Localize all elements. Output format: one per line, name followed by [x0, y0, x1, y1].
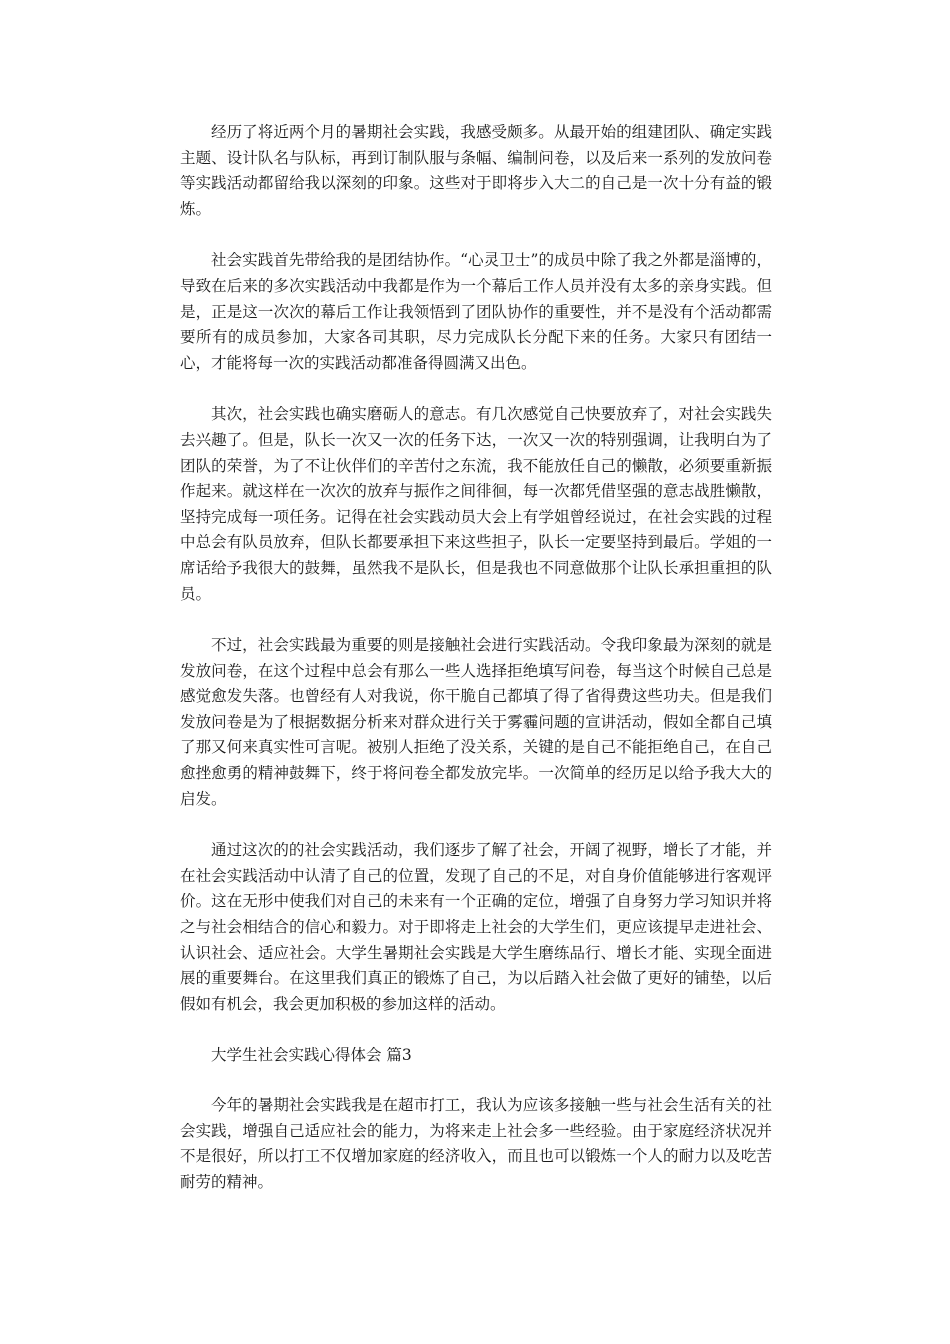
paragraph-2: 社会实践首先带给我的是团结协作。“心灵卫士”的成员中除了我之外都是淄博的，导致在后来的多次实践活动中我都是作为一个幕后工作人员并没有太多的亲身实践。但是，正是这一次次的幕后工作让我领悟到了团队协作的重要性，并不是没有个活动都需要所有的成员参加，大家各司其职，尽力完成队长分配下来的任务。大家只有团结一心，才能将每一次的实践活动都准备得圆满又出色。 [180, 251, 772, 372]
paragraph-1: 经历了将近两个月的暑期社会实践，我感受颇多。从最开始的组建团队、确定实践主题、设计队名与队标，再到订制队服与条幅、编制问卷，以及后来一系列的发放问卷等实践活动都留给我以深刻的印象。这些对于即将步入大二的自己是一次十分有益的锻炼。 [180, 123, 772, 218]
paragraph-6: 今年的暑期社会实践我是在超市打工，我认为应该多接触一些与社会生活有关的社会实践，增强自己适应社会的能力，为将来走上社会多一些经验。由于家庭经济状况并不是很好，所以打工不仅增加家庭的经济收入，而且也可以锻炼一个人的耐力以及吃苦耐劳的精神。 [180, 1096, 772, 1191]
paragraph-4: 不过，社会实践最为重要的则是接触社会进行实践活动。令我印象最为深刻的就是发放问卷，在这个过程中总会有那么一些人选择拒绝填写问卷，每当这个时候自己总是感觉愈发失落。也曾经有人对我说，你干脆自己都填了得了省得费这些功夫。但是我们发放问卷是为了根据数据分析来对群众进行关于雾霾问题的宣讲活动，假如全都自己填了那又何来真实性可言呢。被别人拒绝了没关系，关键的是自己不能拒绝自己，在自己愈挫愈勇的精神鼓舞下，终于将问卷全都发放完毕。一次简单的经历足以给予我大大的启发。 [180, 636, 772, 808]
paragraph-5: 通过这次的的社会实践活动，我们逐步了解了社会，开阔了视野，增长了才能，并在社会实践活动中认清了自己的位置，发现了自己的不足，对自身价值能够进行客观评价。这在无形中使我们对自己的未来有一个正确的定位，增强了自身努力学习知识并将之与社会相结合的信心和毅力。对于即将走上社会的大学生们，更应该提早走进社会、认识社会、适应社会。大学生暑期社会实践是大学生磨练品行、增长才能、实现全面进展的重要舞台。在这里我们真正的锻炼了自己，为以后踏入社会做了更好的铺垫，以后假如有机会，我会更加积极的参加这样的活动。 [180, 841, 772, 1013]
paragraph-3: 其次，社会实践也确实磨砺人的意志。有几次感觉自己快要放弃了，对社会实践失去兴趣了。但是，队长一次又一次的任务下达，一次又一次的特别强调，让我明白为了团队的荣誉，为了不让伙伴们的辛苦付之东流，我不能放任自己的懒散，必须要重新振作起来。就这样在一次次的放弃与振作之间徘徊，每一次都凭借坚强的意志战胜懒散，坚持完成每一项任务。记得在社会实践动员大会上有学姐曾经说过，在社会实践的过程中总会有队员放弃，但队长都要承担下来这些担子，队长一定要坚持到最后。学姐的一席话给予我很大的鼓舞，虽然我不是队长，但是我也不同意做那个让队长承担重担的队员。 [180, 405, 772, 603]
document-page [180, 120, 772, 1221]
section-heading: 大学生社会实践心得体会 篇3 [211, 1046, 412, 1065]
